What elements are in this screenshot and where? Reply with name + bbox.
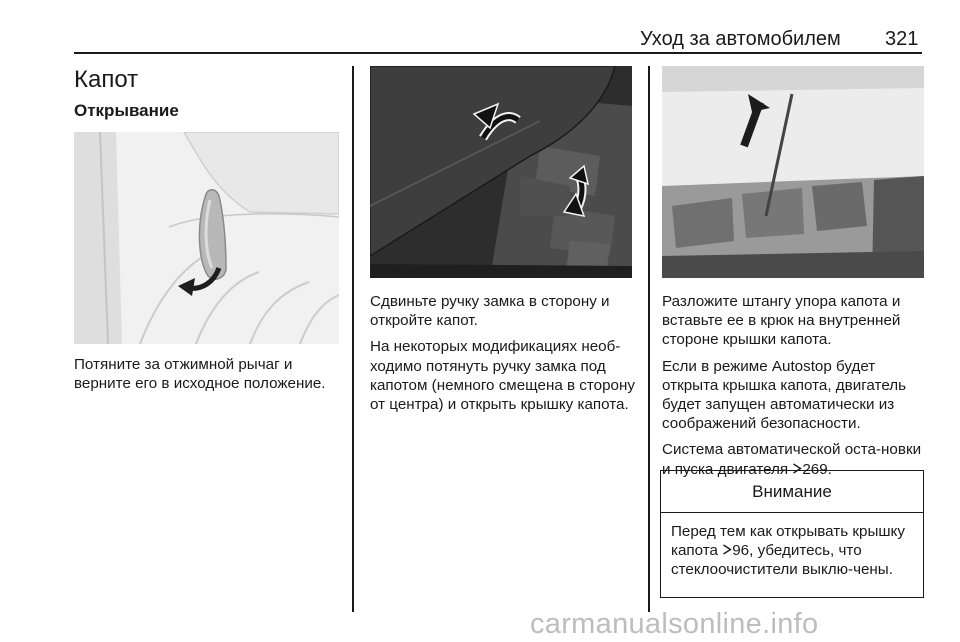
column-2-paragraph-2: На некоторых модификациях необ-ходимо потянуть ручку замка под капотом (немного смещена в сторону от центра) и открыть крышку капота. bbox=[370, 338, 635, 414]
column-1-paragraph-1: Потяните за отжимной рычаг и верните его в исходное положение. bbox=[74, 356, 326, 393]
column-3-paragraph-1: Разложите штангу упора капота и вставьте ее в крюк на внутренней стороне крышки капота. bbox=[662, 293, 901, 349]
column-3-paragraph-3: Система автоматической оста-новки и пуска двигателя 269. bbox=[662, 441, 922, 478]
column-divider-2 bbox=[648, 66, 650, 612]
subsection-title: Открывание bbox=[74, 101, 179, 120]
page-reference-icon bbox=[722, 541, 732, 560]
page-number: 321 bbox=[885, 28, 919, 50]
section-title: Капот bbox=[74, 66, 139, 93]
page-header-title: Уход за автомобилем bbox=[640, 28, 841, 50]
lever-illustration bbox=[74, 132, 339, 344]
caution-box bbox=[660, 470, 924, 598]
column-2-text bbox=[370, 292, 640, 421]
column-2-paragraph-1: Сдвиньте ручку замка в сторону и откройте капот. bbox=[370, 293, 610, 330]
header-rule bbox=[74, 52, 922, 54]
column-3-text bbox=[662, 292, 932, 486]
caution-text: Перед тем как открывать крышку капота 96, убедитесь, что стеклоочистители выклю-чены. bbox=[671, 523, 905, 579]
column-3-paragraph-2: Если в режиме Autostop будет открыта крышка капота, двигатель будет запущен автоматически из соображений безопасности. bbox=[662, 357, 907, 433]
caution-title: Внимание bbox=[661, 471, 923, 513]
watermark: carmanualsonline.info bbox=[530, 608, 819, 640]
column-3-paragraph-3-text: Система автоматической оста-новки и пуска двигателя bbox=[662, 441, 922, 478]
column-1-text bbox=[74, 355, 344, 400]
hood-latch-illustration bbox=[370, 66, 632, 278]
page-reference-link[interactable]: 96 bbox=[732, 542, 750, 560]
prop-rod-illustration bbox=[662, 66, 924, 278]
column-divider-1 bbox=[352, 66, 354, 612]
page-reference-link[interactable]: 269 bbox=[802, 460, 828, 478]
